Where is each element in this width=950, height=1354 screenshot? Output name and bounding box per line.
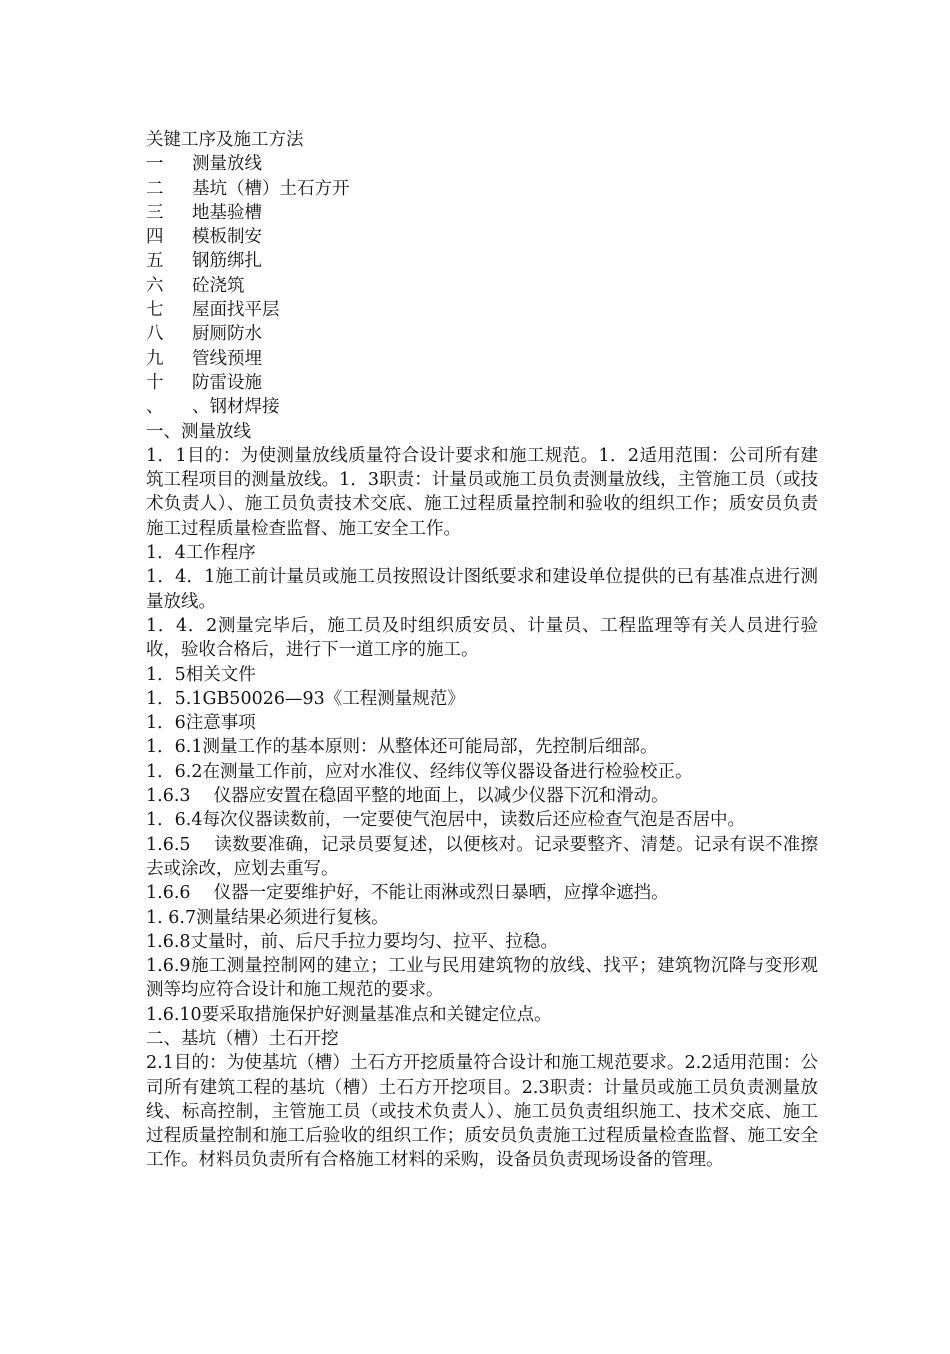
toc-number: 六 xyxy=(146,275,164,296)
toc-label: 模板制安 xyxy=(192,227,262,248)
paragraph: 1．6.2在测量工作前，应对水准仪、经纬仪等仪器设备进行检验校正。 xyxy=(146,761,693,782)
paragraph: 1．6.4每次仪器读数前，一定要使气泡居中，读数后还应检查气泡是否居中。 xyxy=(146,810,745,831)
paragraph: 1.6.8丈量时，前、后尺手拉力要均匀、拉平、拉稳。 xyxy=(146,931,559,952)
toc-number: 三 xyxy=(146,202,164,223)
toc-item xyxy=(146,152,818,176)
paragraph: 1．4．2测量完毕后，施工员及时组织质安员、计量员、工程监理等有关人员进行验收，验收合格后，进行下一道工序的施工。 xyxy=(146,615,818,661)
section-heading: 一、测量放线 xyxy=(146,421,251,442)
paragraph: 1．5.1GB50026—93《工程测量规范》 xyxy=(146,688,465,709)
paragraph: 1.6.6 仪器一定要维护好，不能让雨淋或烈日暴晒，应撑伞遮挡。 xyxy=(146,883,669,904)
paragraph: 1.6.9施工测量控制网的建立；工业与民用建筑物的放线、找平；建筑物沉降与变形观测等均应符合设计和施工规范的要求。 xyxy=(146,956,818,1001)
toc-label: 钢筋绑扎 xyxy=(192,251,262,272)
paragraph: 1. 6.7测量结果必须进行复核。 xyxy=(146,907,389,928)
toc-label: 地基验槽 xyxy=(192,202,262,223)
toc-label: 、钢材焊接 xyxy=(192,397,280,418)
toc-item xyxy=(146,201,818,225)
section-heading: 二、基坑（槽）土石开挖 xyxy=(146,1028,339,1049)
toc-item xyxy=(146,371,818,395)
toc-item xyxy=(146,298,818,322)
document-page xyxy=(146,128,818,1173)
toc-number: 五 xyxy=(146,251,164,272)
paragraph: 1．4．1施工前计量员或施工员按照设计图纸要求和建设单位提供的已有基准点进行测量放线。 xyxy=(146,567,818,612)
toc-item xyxy=(146,225,818,249)
subsection-heading: 1．6注意事项 xyxy=(146,713,256,734)
toc-label: 防雷设施 xyxy=(192,372,262,393)
toc-item xyxy=(146,249,818,273)
toc-label: 管线预埋 xyxy=(192,348,262,369)
subsection-heading: 1．4工作程序 xyxy=(146,543,256,564)
paragraph: 1．6.1测量工作的基本原则：从整体还可能局部，先控制后细部。 xyxy=(146,737,658,758)
toc-label: 测量放线 xyxy=(192,154,262,175)
toc-item xyxy=(146,274,818,298)
toc-label: 屋面找平层 xyxy=(192,300,280,321)
toc-number: 、 xyxy=(146,397,164,418)
toc-item xyxy=(146,347,818,371)
toc-number: 七 xyxy=(146,300,164,321)
document-title: 关键工序及施工方法 xyxy=(146,130,304,150)
toc-item xyxy=(146,395,818,419)
toc-label: 砼浇筑 xyxy=(192,275,245,296)
paragraph: 1．1目的：为使测量放线质量符合设计要求和施工规范。1．2适用范围：公司所有建筑工程项目的测量放线。1．3职责：计量员或施工员负责测量放线，主管施工员（或技术负责人）、施工员负责技术交底、施工过程质量控制和验收的组织工作；质安员负责施工过程质量检查监督、施工安全工作。 xyxy=(146,445,818,539)
toc-number: 二 xyxy=(146,178,164,199)
toc-number: 九 xyxy=(146,348,164,369)
toc-list xyxy=(146,152,818,419)
toc-item xyxy=(146,177,818,201)
toc-number: 八 xyxy=(146,324,164,345)
toc-number: 一 xyxy=(146,154,164,175)
toc-number: 四 xyxy=(146,227,164,248)
paragraph: 1.6.3 仪器应安置在稳固平整的地面上，以减少仪器下沉和滑动。 xyxy=(146,786,669,807)
toc-label: 基坑（槽）土石方开 xyxy=(192,178,350,199)
toc-number: 十 xyxy=(146,372,164,393)
paragraph: 1.6.10要采取措施保护好测量基准点和关键定位点。 xyxy=(146,1004,552,1025)
paragraph: 2.1目的：为使基坑（槽）土石方开挖质量符合设计和施工规范要求。2.2适用范围：公司所有建筑工程的基坑（槽）土石方开挖项目。2.3职责：计量员或施工员负责测量放线、标高控制，主管施工员（或技术负责人）、施工员负责组织施工、技术交底、施工过程质量控制和施工后验收的组织工作；质安员负责施工过程质量检查监督、施工安全工作。材料员负责所有合格施工材料的采购，设备员负责现场设备的管理。 xyxy=(146,1053,818,1171)
subsection-heading: 1．5相关文件 xyxy=(146,664,256,685)
toc-item xyxy=(146,322,818,346)
toc-label: 厨厕防水 xyxy=(192,324,262,345)
paragraph: 1.6.5 读数要准确，记录员要复述，以便核对。记录要整齐、清楚。记录有误不准擦去或涂改，应划去重写。 xyxy=(146,834,818,879)
